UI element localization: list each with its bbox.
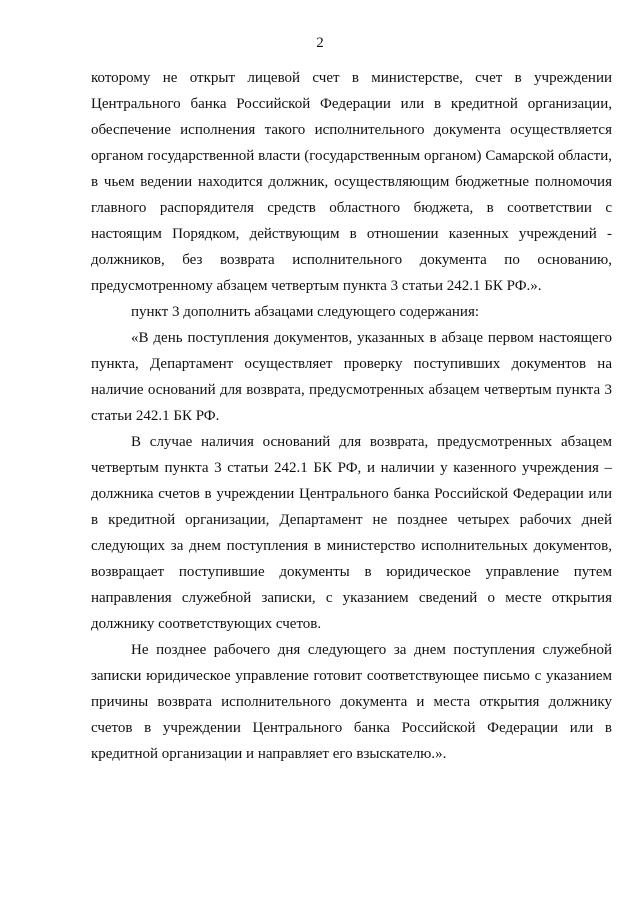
page-number: 2 — [316, 35, 324, 51]
paragraph-check-documents: «В день поступления документов, указанных в абзаце первом настоящего пункта, Департамент осуществляет проверку поступивших документов на наличие оснований для возврата, предусмотренных абзацем четвертым пункта 3 статьи 242.1 БК РФ. — [91, 330, 612, 424]
paragraph-return-grounds: В случае наличия оснований для возврата, предусмотренных абзацем четвертым пункта 3 статьи 242.1 БК РФ, и наличии у казенного учреждения – должника счетов в учреждении Центрального банка Российской Федерации или в кредитной организации, Департамент не позднее четырех рабочих дней следующих за днем поступления в министерство исполнительных документов, возвращает поступившие документы в юридическое управление путем направления служебной записки, с указанием сведений о месте открытия должнику соответствующих счетов. — [91, 434, 612, 632]
paragraph-continuation: которому не открыт лицевой счет в министерстве, счет в учреждении Центрального банка Российской Федерации или в кредитной организации, обеспечение исполнения такого исполнительного документа осуществляется органом государственной власти (государственным органом) Самарской области, в чьем ведении находится должник, осуществляющим бюджетные полномочия главного распорядителя средств областного бюджета, в соответствии с настоящим Порядком, действующим в отношении казенных учреждений - должников, без возврата исполнительного документа по основанию, предусмотренному абзацем четвертым пункта 3 статьи 242.1 БК РФ.». — [91, 70, 612, 294]
document-body — [91, 65, 612, 767]
paragraph-amendment-intro: пункт 3 дополнить абзацами следующего содержания: — [131, 304, 480, 320]
paragraph-legal-department-letter: Не позднее рабочего дня следующего за днем поступления служебной записки юридическое управление готовит соответствующее письмо с указанием причины возврата исполнительного документа и места открытия должнику счетов в учреждении Центрального банка Российской Федерации или в кредитной организации и направляет его взыскателю.». — [91, 642, 612, 762]
